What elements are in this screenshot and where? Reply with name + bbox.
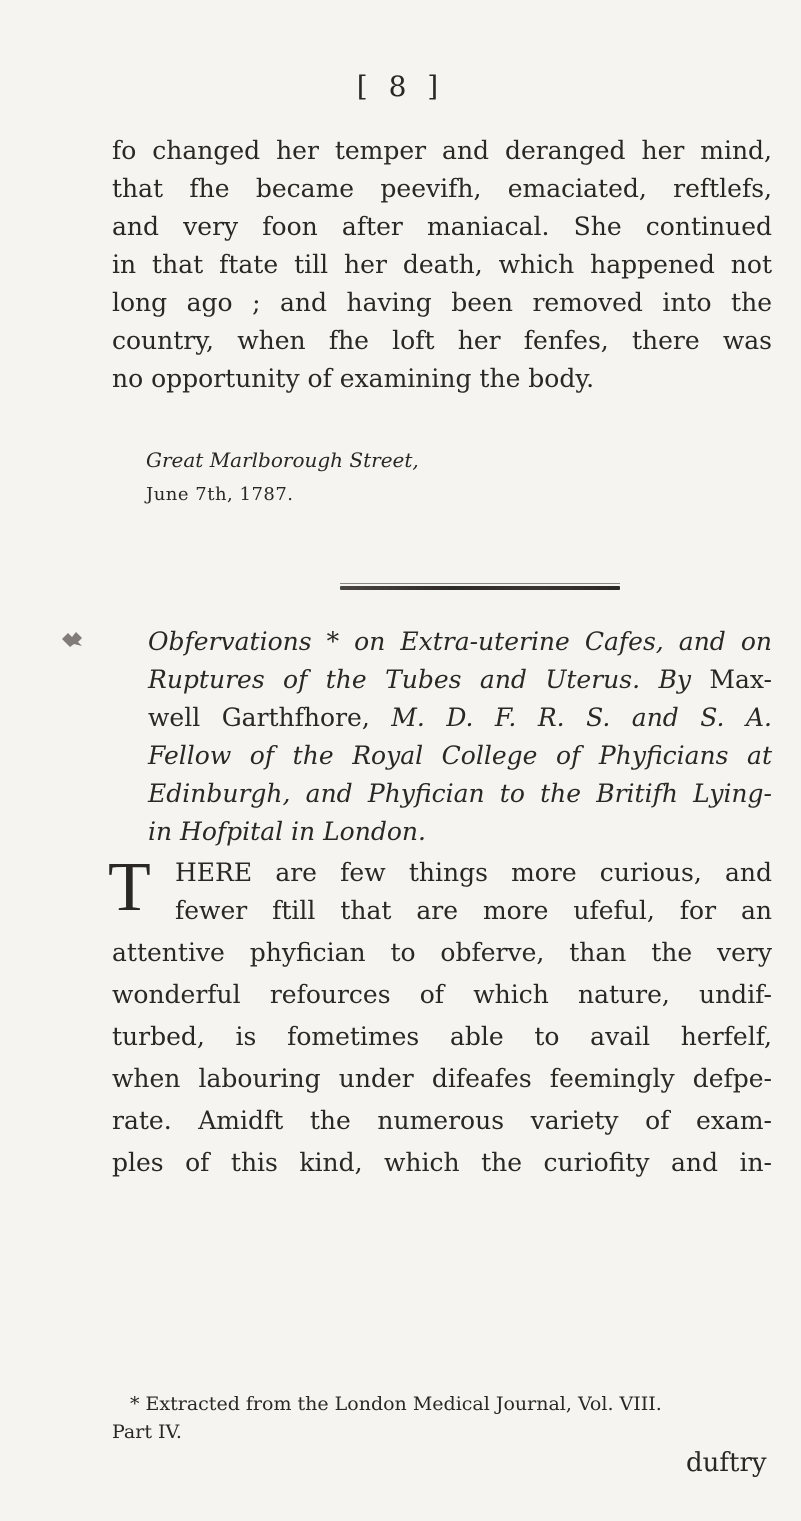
- signoff-date: June 7th, 1787.: [146, 484, 294, 505]
- title-line: [148, 702, 772, 734]
- section-divider: [340, 586, 620, 590]
- body-line: HERE are few things more curious, and: [175, 858, 772, 887]
- body-line: fewer ftill that are more ufeful, for an: [175, 896, 772, 925]
- body-line: when labouring under difeafes feemingly defpe-: [112, 1064, 772, 1093]
- text-line: long ago ; and having been removed into the: [112, 288, 772, 317]
- drop-cap: T: [108, 849, 151, 926]
- signoff-place: Great Marlborough Street,: [146, 448, 419, 472]
- author-credentials: M. D. F. R. S. and S. A.: [391, 703, 772, 732]
- title-line: in Hofpital in London.: [148, 817, 426, 846]
- author-name: well Garthfhore,: [148, 703, 370, 732]
- title-line: Fellow of the Royal College of Phyficians at: [148, 741, 772, 770]
- body-line: rate. Amidft the numerous variety of exam-: [112, 1106, 772, 1135]
- body-line: attentive phyfician to obferve, than the very: [112, 938, 772, 967]
- printers-ornament-icon: [60, 630, 84, 648]
- text-line: country, when fhe loft her fenfes, there was: [112, 326, 772, 355]
- body-line: turbed, is fometimes able to avail herfelf,: [112, 1022, 772, 1051]
- page-number: [ 8 ]: [356, 70, 445, 103]
- title-line: Edinburgh, and Phyfician to the Britifh Lying-: [148, 779, 772, 808]
- text-line: that fhe became peevifh, emaciated, reftlefs,: [112, 174, 772, 203]
- body-line: ples of this kind, which the curiofity and in-: [112, 1148, 772, 1177]
- body-line: wonderful refources of which nature, undif-: [112, 980, 772, 1009]
- text-line: fo changed her temper and deranged her mind,: [112, 136, 772, 165]
- catchword: duftry: [686, 1448, 767, 1478]
- title-line: Obfervations * on Extra-uterine Cafes, and on: [148, 627, 772, 656]
- divider-top: [340, 583, 620, 584]
- text-line: and very foon after maniacal. She continued: [112, 212, 772, 241]
- title-italic-part: Ruptures of the Tubes and Uterus. By: [148, 665, 691, 694]
- footnote-line: * Extracted from the London Medical Journal, Vol. VIII.: [130, 1393, 662, 1415]
- text-line: in that ftate till her death, which happened not: [112, 250, 772, 279]
- title-line: [148, 664, 772, 696]
- text-line: no opportunity of examining the body.: [112, 364, 595, 393]
- title-roman-part: Max-: [709, 665, 772, 694]
- footnote-line: Part IV.: [112, 1421, 182, 1443]
